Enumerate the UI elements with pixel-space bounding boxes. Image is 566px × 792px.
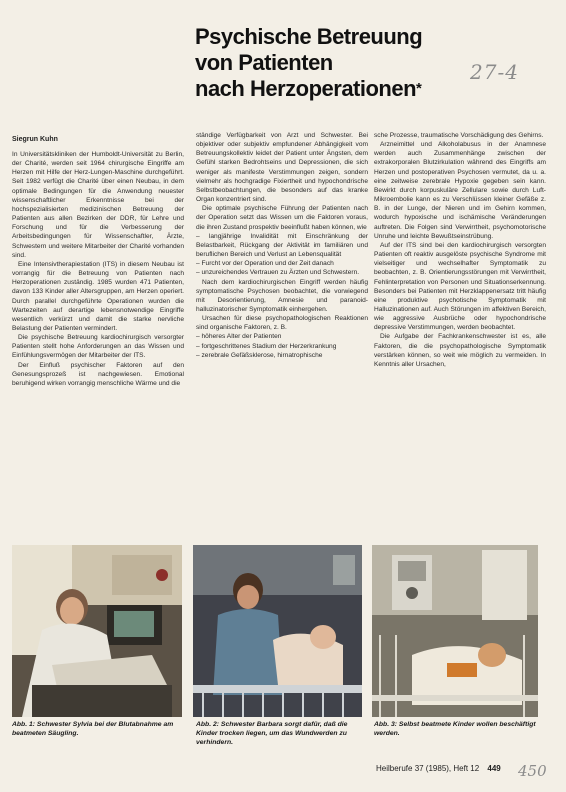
col2-paragraph-4: Ursachen für diese psychopathologischen Reaktionen sind organische Faktoren, z. B. [196, 315, 368, 332]
photo-3 [372, 545, 538, 717]
photo-caption-1: Abb. 1: Schwester Sylvia bei der Blutabnahme am beatmeten Säugling. [12, 721, 174, 737]
col1-paragraph-4: Der Einfluß psychischer Faktoren auf den Genesungsprozeß ist nachgewiesen. Emotional beruhigend wirken vorrangig menschliche Wärme und die [12, 361, 184, 387]
text-column-3 [374, 131, 546, 545]
col3-paragraph-3: Auf der ITS sind bei den kardiochirurgisch versorgten Patienten oft reaktiv ausgelöste psychische Syndrome mit vielseitiger und wechselhafter Symptomatik zu beobachten, z. B. Orientierungsstörungen mit Verwirrtheit, Fehlinterpretation von Personen und Situationserkennung. Besonders bei Patienten mit Herzklappenersatz tritt häufig eine produktive psychotische Symptomatik mit Halluzinationen auf. Auch Störungen im affektiven Bereich, wie aggressive Ausbrüche oder hypochondrische depressive Verstimmungen, werden beobachtet. [374, 241, 546, 332]
photo-nurse-monitoring-infant-image [12, 545, 182, 717]
col2-list-item-6: – zerebrale Gefäßsklerose, hirnatrophische [196, 351, 323, 359]
photo-caption-2: Abb. 2: Schwester Barbara sorgt dafür, daß die Kinder trocken liegen, um das Wundwerden zu verhindern. [196, 721, 348, 746]
col2-list-item-4: – höheres Alter der Patienten [196, 333, 282, 341]
photo-nurse-changing-child-image [193, 545, 362, 717]
col2-list-item-2: – Furcht vor der Operation und der Zeit danach [196, 260, 334, 268]
text-column-2 [196, 131, 368, 545]
col2-paragraph-3: Nach dem kardiochirurgischen Eingriff werden häufig symptomatische Psychosen beobachtet, die vorwiegend mit Desorientierung, Amnesie und paranoid-halluzinatorischer Symptomatik einhergehen. [196, 278, 368, 313]
handwritten-top-note: 27-4 [470, 60, 519, 84]
handwritten-bottom-note: 450 [518, 762, 547, 780]
title-line-1: Psychische Betreuung [195, 24, 423, 49]
col1-paragraph-1: In Universitätskliniken der Humboldt-Universität zu Berlin, der Charité, werden seit 1964 chirurgische Eingriffe am Herzen mit Hilfe der Herz-Lungen-Maschine durchgeführt. Seit 1982 verfügt die Charité über einen Neubau, in dem optimale Bedingungen für die Anwendung neuester wissenschaftlicher Erkenntnisse bei der hochspezialisierten medizinischen Betreuung der Patienten aus allen Bezirken der DDR, für Lehre und Forschung und für die Verbesserung der Arbeitsbedingungen für Wissenschaftler, Ärzte, Schwestern und weitere Mitarbeiter der Charité vorhanden sind. [12, 151, 184, 259]
photo-2 [193, 545, 362, 717]
col2-list-item-5: – fortgeschrittenes Stadium der Herzerkrankung [196, 342, 337, 350]
title-line-3-text: nach Herzoperationen [195, 76, 417, 101]
col1-paragraph-3: Die psychische Betreuung kardiochirurgisch versorgter Patienten stellt hohe Anforderungen an das Wissen und Einfühlungsvermögen der Mitarbeiter der ITS. [12, 334, 184, 360]
photo-child-in-crib-image [372, 545, 538, 717]
col2-list-item-3: – unzureichendes Vertrauen zu Ärzten und Schwestern. [196, 269, 360, 277]
photo-1 [12, 545, 182, 717]
col3-paragraph-2: Arzneimittel und Alkoholabusus in der Anamnese werden auch Zusammenhänge zwischen der extrakorporalen Blutzirkulation während des Eingriffs am Herzen und postoperativen Psychosen vermutet, da u. a. eine zeitweise zerebrale Hypoxie gegeben sein kann. Bewirkt durch korpuskuläre Zellulare sowie durch Luft-Mikroembolie kann es zu Verschlüssen kleiner Gefäße z. B. in der Lunge, der Nieren und im Gehirn kommen, wodurch hypoxische und ischämische Veränderungen auftreten. Die Folgen sind Verwirrtheit, psychomotorische Unruhe und leichte Bewußtseinstrübung. [374, 141, 546, 240]
col3-paragraph-4: Die Aufgabe der Fachkrankenschwester ist es, alle Faktoren, die die psychopathologische Symptomatik verstärken können, so weit wie möglich zu vermeiden. In Kenntnis aller Ursachen, [374, 333, 546, 368]
title-line-2: von Patienten [195, 50, 333, 75]
photo-caption-3: Abb. 3: Selbst beatmete Kinder wollen beschäftigt werden. [374, 721, 536, 737]
col2-paragraph-2: Die optimale psychische Führung der Patienten nach der Operation setzt das Wissen um die Faktoren voraus, die ihren Zustand prospektiv beeinflußt haben können, wie [196, 205, 368, 231]
col3-paragraph-1: sche Prozesse, traumatische Vorschädigung des Gehirns. [374, 132, 544, 139]
page-footer [376, 764, 501, 773]
col1-paragraph-2: Eine Intensivtherapiestation (ITS) in diesem Neubau ist vorrangig für die Betreuung von Patienten nach Herzoperationen zuständig. 1985 wurden 471 Patienten, davon 133 Kinder aller Altersgruppen, am Herzen operiert. Durch parallel durchgeführte Operationen wurden die Wartezeiten auf derartige lebensnotwendige Eingriffe wesentlich verkürzt und damit die starke nervliche Belastung der Patienten vermindert. [12, 260, 184, 332]
title-asterisk: * [416, 80, 422, 97]
article-title [195, 24, 495, 102]
col2-list-item-1: – langjährige Invalidität mit Einschränkung der Belastbarkeit, Rückgang der Aktivität im familiären und beruflichen Bereich und Verlust an Lebensqualität [196, 232, 368, 259]
text-column-1 [12, 150, 184, 545]
col2-paragraph-1: ständige Verfügbarkeit von Arzt und Schwester. Bei objektiver oder subjektiv empfundener Abhängigkeit vom Betreuungskollektiv leidet der Patient unter Ängsten, dem Gefühl starken Bedrohtseins und Depressionen, die sich weniger als manifeste Verstimmungen zeigen, sondern vielmehr als hochgradige Fixiertheit und hypochondrische Selbstbeobachtungen, die besonders auf das kranke Organ konzentriert sind. [196, 132, 368, 204]
journal-reference: Heilberufe 37 (1985), Heft 12 [376, 764, 480, 773]
author-name: Siegrun Kuhn [12, 136, 58, 143]
title-line-3 [195, 76, 495, 102]
page-number: 449 [487, 764, 501, 773]
